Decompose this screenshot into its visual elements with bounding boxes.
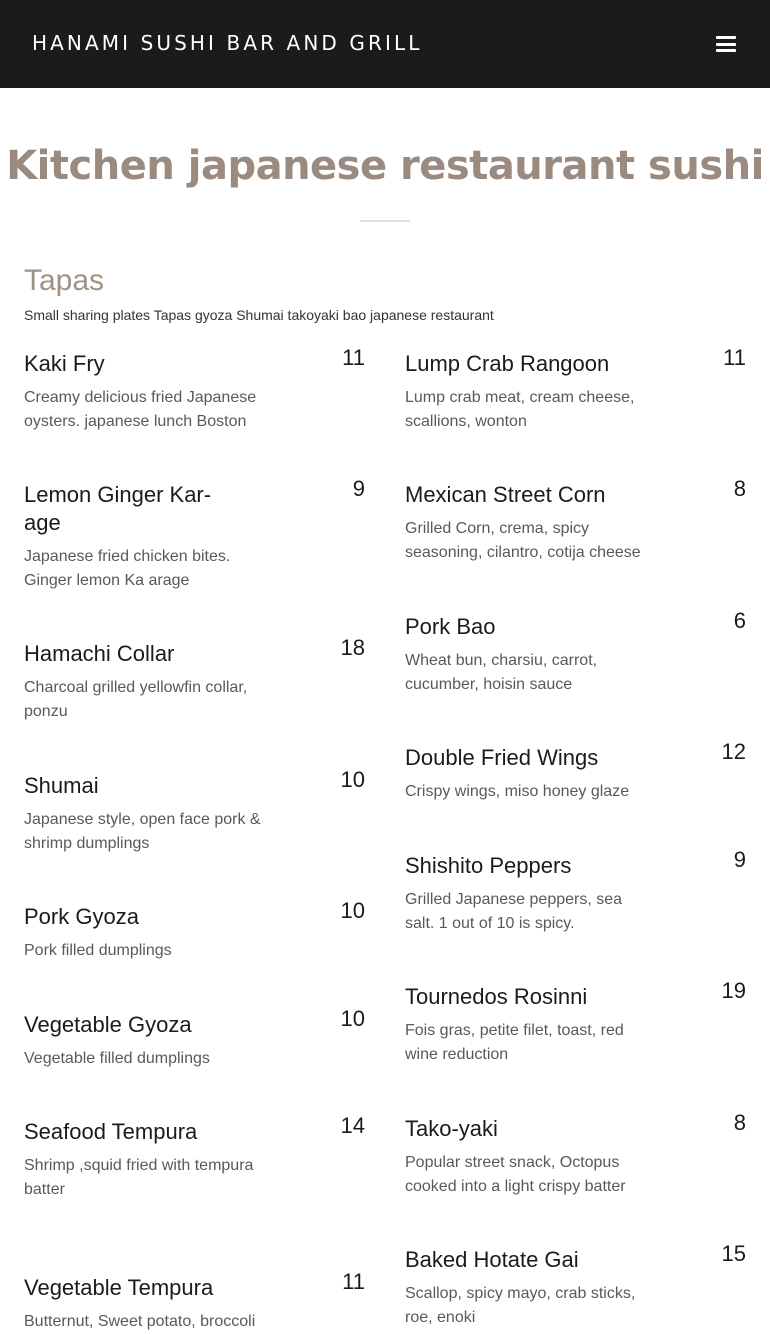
menu-item	[405, 476, 746, 565]
menu-item-description: Crispy wings, miso honey glaze	[405, 783, 630, 800]
menu-item-name: Shumai	[24, 773, 99, 798]
site-header	[0, 0, 770, 88]
menu-item-name: Baked Hotate Gai	[405, 1247, 579, 1272]
menu-item-description: Charcoal grilled yellowfin collar, ponzu	[24, 679, 248, 720]
hamburger-line	[716, 36, 736, 39]
menu-item-description: Grilled Japanese peppers, sea salt. 1 out of 10 is spicy.	[405, 891, 623, 932]
menu-item-price: 9	[733, 847, 746, 872]
menu-item-price: 15	[721, 1241, 746, 1266]
menu-item-description: Pork filled dumplings	[24, 942, 172, 959]
menu-item-description: Butternut, Sweet potato, broccoli	[24, 1313, 256, 1330]
menu-item-name: Tako-yaki	[405, 1116, 498, 1141]
page-title: Kitchen japanese restaurant sushi	[6, 143, 764, 189]
menu-item-price: 10	[340, 898, 365, 923]
menu-item	[405, 1110, 746, 1199]
hamburger-menu-icon[interactable]	[716, 36, 736, 52]
menu-item-price: 11	[342, 345, 365, 370]
site-brand[interactable]: HANAMI SUSHI BAR AND GRILL	[32, 31, 423, 55]
menu-item-name: Hamachi Collar	[24, 641, 175, 666]
menu-item	[405, 978, 746, 1067]
menu-item-description: Vegetable filled dumplings	[24, 1050, 210, 1067]
menu-item	[405, 739, 746, 804]
menu-item-description: Japanese fried chicken bites. Ginger lemon Ka arage	[24, 548, 231, 589]
menu-item-price: 19	[721, 978, 746, 1003]
menu-item-description: Lump crab meat, cream cheese, scallions, wonton	[405, 389, 635, 430]
section-title: Tapas	[24, 264, 105, 297]
menu-item-price: 9	[352, 476, 365, 501]
menu-item-name: Double Fried Wings	[405, 745, 599, 770]
menu-item-price: 8	[733, 1110, 746, 1135]
menu-item-price: 6	[733, 608, 746, 633]
menu-item-name: Vegetable Tempura	[24, 1275, 214, 1300]
menu-item-price: 11	[342, 1269, 365, 1294]
menu-item	[405, 345, 746, 434]
menu-item	[405, 608, 746, 697]
menu-item-name: Shishito Peppers	[405, 853, 572, 878]
menu-item-description: Popular street snack, Octopus cooked into a light crispy batter	[405, 1154, 626, 1195]
menu-item-price: 14	[340, 1113, 365, 1138]
title-divider	[360, 220, 410, 222]
hamburger-line	[716, 43, 736, 46]
hamburger-line	[716, 49, 736, 52]
menu-item	[24, 767, 365, 856]
menu-item-name: Kaki Fry	[24, 351, 105, 376]
menu-item-description: Fois gras, petite filet, toast, red wine reduction	[405, 1022, 624, 1063]
menu-item-price: 12	[721, 739, 746, 764]
menu-item-price: 10	[340, 1006, 365, 1031]
menu-item-name: Vegetable Gyoza	[24, 1012, 192, 1037]
menu-item-description: Japanese style, open face pork & shrimp dumplings	[24, 811, 261, 852]
menu-item	[24, 345, 365, 434]
menu-item-name: Pork Gyoza	[24, 904, 139, 929]
menu-item-description: Wheat bun, charsiu, carrot, cucumber, hoisin sauce	[405, 652, 598, 693]
menu-item-name: Tournedos Rosinni	[405, 984, 588, 1009]
menu-item-name: Lump Crab Rangoon	[405, 351, 610, 376]
menu-item	[24, 476, 365, 593]
menu-item-price: 10	[340, 767, 365, 792]
menu-item	[24, 635, 365, 724]
menu-item-name: Seafood Tempura	[24, 1119, 198, 1144]
menu-item-description: Shrimp ,squid fried with tempura batter	[24, 1157, 254, 1198]
menu-item-price: 11	[723, 345, 746, 370]
menu-item-price: 18	[340, 635, 365, 660]
menu-item	[24, 1269, 365, 1334]
menu-item	[24, 1113, 365, 1202]
menu-item	[24, 898, 365, 963]
menu-item	[24, 1006, 365, 1071]
menu-item-name: Pork Bao	[405, 614, 496, 639]
menu-item	[405, 1241, 746, 1330]
menu-item-description: Grilled Corn, crema, spicy seasoning, cilantro, cotija cheese	[405, 520, 641, 561]
menu-item-price: 8	[733, 476, 746, 501]
menu-item-description: Creamy delicious fried Japanese oysters. japanese lunch Boston	[24, 389, 257, 430]
section-description: Small sharing plates Tapas gyoza Shumai takoyaki bao japanese restaurant	[24, 307, 494, 323]
menu-item-name: Mexican Street Corn	[405, 482, 606, 507]
menu-item	[405, 847, 746, 936]
menu-item-name: Lemon Ginger Kar-age	[24, 482, 212, 535]
menu-item-description: Scallop, spicy mayo, crab sticks, roe, enoki	[405, 1285, 636, 1326]
